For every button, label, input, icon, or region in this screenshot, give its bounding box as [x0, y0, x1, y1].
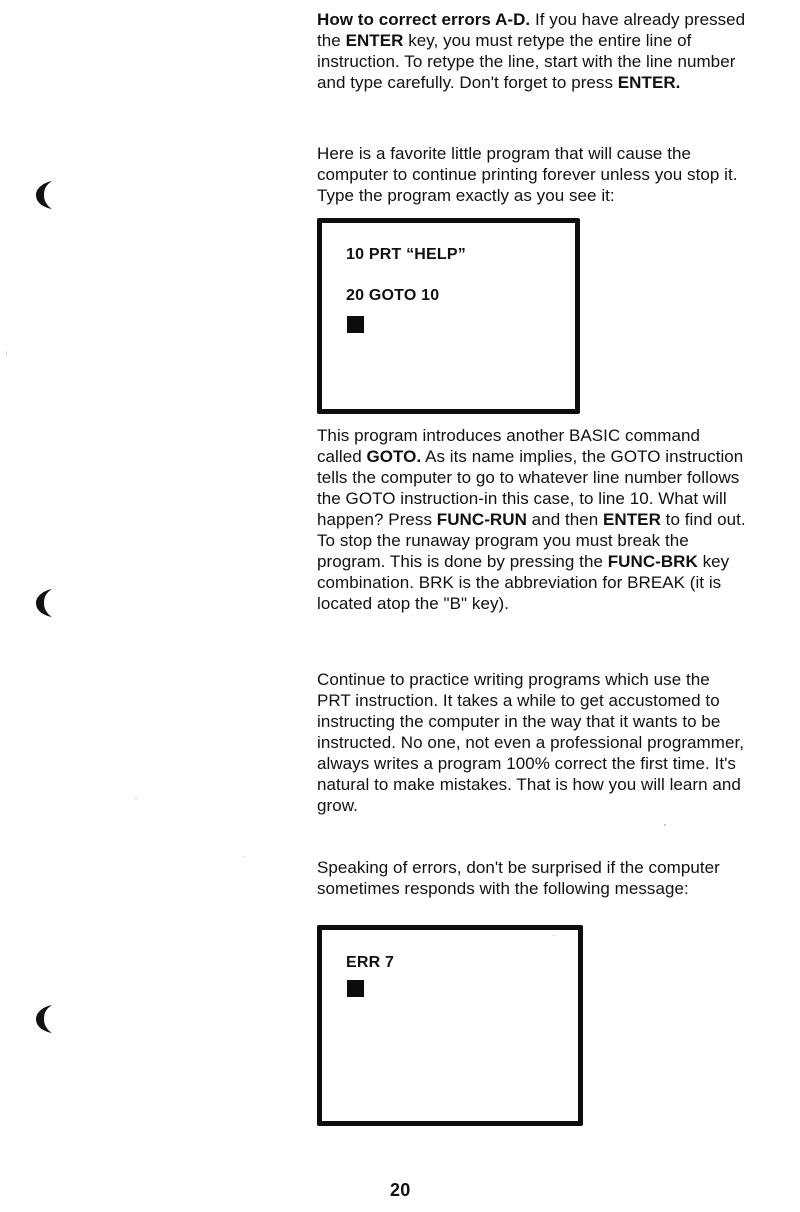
paragraph-goto-explanation [317, 425, 747, 614]
paragraph-text: Continue to practice writing programs which use the PRT instruction. It takes a while to get accustomed to instructing the computer in the way that it wants to be instructed. No one, not even a professional programmer, always writes a program 100% correct the first time. It's natural to make mistakes. That is how you will learn and grow. [317, 670, 745, 815]
bold-heading-text: How to correct errors A-D. [317, 10, 531, 29]
cursor-block-icon [347, 980, 364, 997]
bold-key-text: FUNC-BRK [607, 552, 698, 571]
bold-command-text: GOTO. [366, 447, 422, 466]
program-line-20: 20 GOTO 10 [346, 287, 440, 304]
print-speck [664, 824, 666, 826]
paragraph-text: This program introduces another BASIC command called [317, 426, 701, 466]
error-screen-box [317, 925, 583, 1126]
binder-hole-icon [34, 180, 56, 210]
print-speck [6, 351, 7, 356]
paragraph-text: key combination. BRK is the abbreviation for BREAK (it is located atop the "B" key). [317, 552, 730, 613]
paragraph-errors [317, 857, 747, 899]
print-speck [552, 935, 556, 936]
paragraph-text: If you have already pressed the [317, 10, 746, 50]
paragraph-text: to find out. To stop the runaway program you must break the program. This is done by pressing the [317, 510, 746, 571]
paragraph-text: Here is a favorite little program that will cause the computer to continue printing forever unless you stop it. Type the program exactly as you see it: [317, 144, 738, 205]
paragraph-practice [317, 669, 747, 816]
print-speck [135, 797, 137, 799]
bold-key-text: ENTER [345, 31, 404, 50]
paragraph-text: Speaking of errors, don't be surprised if the computer sometimes responds with the following message: [317, 858, 720, 898]
program-line-10: 10 PRT “HELP” [346, 246, 466, 263]
paragraph-text: and then [526, 510, 604, 529]
program-screen-box [317, 218, 580, 414]
binder-hole-icon [34, 588, 56, 618]
bold-key-text: FUNC-RUN [436, 510, 527, 529]
error-message: ERR 7 [346, 954, 395, 971]
bold-key-text: ENTER. [617, 73, 681, 92]
paragraph-text: key, you must retype the entire line of instruction. To retype the line, start with the line number and type carefully. Don't forget to press [317, 31, 736, 92]
cursor-block-icon [347, 316, 364, 333]
paragraph-text: As its name implies, the GOTO instruction tells the computer to go to whatever line number follows the GOTO instruction-in this case, to line 10. What will happen? Press [317, 447, 744, 529]
bold-key-text: ENTER [603, 510, 661, 529]
paragraph-program-intro [317, 143, 747, 206]
binder-hole-icon [34, 1004, 56, 1034]
page-number: 20 [390, 1180, 411, 1200]
paragraph-correct-errors [317, 9, 747, 93]
print-speck [243, 856, 245, 858]
